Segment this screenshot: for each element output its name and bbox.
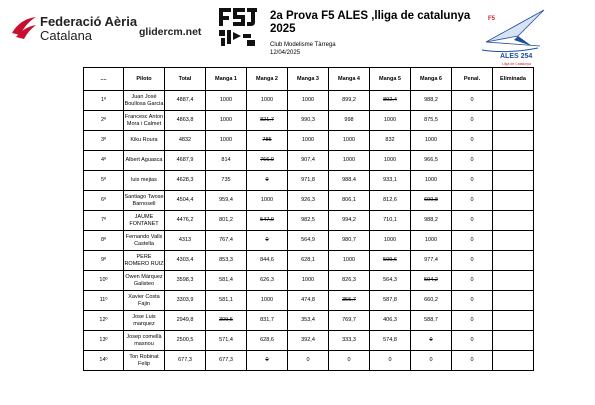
- event-info: [270, 42, 336, 57]
- round-score-cell: 907,4: [288, 151, 329, 171]
- eliminated-cell: [493, 191, 534, 211]
- round-score-cell: 853,3: [206, 251, 247, 271]
- position-cell: 9º: [84, 251, 124, 271]
- event-date: 12/04/2025: [270, 49, 301, 56]
- round-score-cell: 806,1: [329, 191, 370, 211]
- pilot-cell: Kiku Roura: [124, 131, 165, 151]
- round-score-cell: 355,7: [329, 291, 370, 311]
- pilot-cell: Juan José Boullosa Garcia: [124, 91, 165, 111]
- round-score-cell: 988,4: [329, 171, 370, 191]
- round-score-cell: 1000: [206, 91, 247, 111]
- round-score-cell: 844,6: [247, 251, 288, 271]
- round-score-cell: 1000: [370, 231, 411, 251]
- table-row: [84, 291, 534, 311]
- column-header: Penal.: [452, 68, 493, 91]
- total-cell: 4313: [165, 231, 206, 251]
- pilot-cell: luis mejias: [124, 171, 165, 191]
- column-header: Manga 2: [247, 68, 288, 91]
- round-score-cell: 509,6: [370, 251, 411, 271]
- penalty-cell: 0: [452, 191, 493, 211]
- eliminated-cell: [493, 91, 534, 111]
- round-score-cell: 588,7: [411, 311, 452, 331]
- column-header: Manga 3: [288, 68, 329, 91]
- table-row: [84, 131, 534, 151]
- position-cell: 5º: [84, 171, 124, 191]
- round-score-cell: 892,4: [370, 91, 411, 111]
- round-score-cell: 628,1: [288, 251, 329, 271]
- penalty-cell: 0: [452, 271, 493, 291]
- column-header: ....: [84, 68, 124, 91]
- total-cell: 2500,5: [165, 331, 206, 351]
- federation-wing-icon: [10, 13, 40, 43]
- round-score-cell: 990,3: [288, 111, 329, 131]
- total-cell: 4887,4: [165, 91, 206, 111]
- round-score-cell: 966,5: [411, 151, 452, 171]
- round-score-cell: 1000: [370, 151, 411, 171]
- position-cell: 1º: [84, 91, 124, 111]
- round-score-cell: 474,8: [288, 291, 329, 311]
- round-score-cell: 977,4: [411, 251, 452, 271]
- page-title: [270, 10, 470, 36]
- eliminated-cell: [493, 331, 534, 351]
- table-row: [84, 211, 534, 231]
- penalty-cell: 0: [452, 211, 493, 231]
- pilot-cell: Josep comellà masnou: [124, 331, 165, 351]
- round-score-cell: 574,8: [370, 331, 411, 351]
- position-cell: 10º: [84, 271, 124, 291]
- table-row: [84, 351, 534, 371]
- round-score-cell: 581,1: [206, 291, 247, 311]
- eliminated-cell: [493, 271, 534, 291]
- results-body: [84, 91, 534, 371]
- round-score-cell: 1000: [247, 291, 288, 311]
- total-cell: 4476,2: [165, 211, 206, 231]
- table-row: [84, 191, 534, 211]
- eliminated-cell: [493, 311, 534, 331]
- table-header-row: [84, 68, 534, 91]
- round-score-cell: 581,4: [206, 271, 247, 291]
- svg-text:F5: F5: [488, 16, 496, 22]
- penalty-cell: 0: [452, 171, 493, 191]
- round-score-cell: 998: [329, 111, 370, 131]
- table-row: [84, 91, 534, 111]
- pilot-cell: Jose Luis marquez: [124, 311, 165, 331]
- penalty-cell: 0: [452, 231, 493, 251]
- title-line1: 2a Prova F5 ALES ,lliga de catalunya: [270, 10, 471, 22]
- total-cell: 4504,4: [165, 191, 206, 211]
- position-cell: 8º: [84, 231, 124, 251]
- pilot-cell: Albert Aguasca: [124, 151, 165, 171]
- round-score-cell: 1000: [329, 151, 370, 171]
- round-score-cell: 660,2: [411, 291, 452, 311]
- round-score-cell: 1000: [329, 251, 370, 271]
- round-score-cell: 1000: [411, 131, 452, 151]
- pilot-cell: Xavier Costa Fajin: [124, 291, 165, 311]
- round-score-cell: 1000: [247, 191, 288, 211]
- round-score-cell: 0: [329, 351, 370, 371]
- round-score-cell: 0: [247, 231, 288, 251]
- round-score-cell: 1000: [288, 271, 329, 291]
- round-score-cell: 1000: [288, 91, 329, 111]
- table-row: [84, 251, 534, 271]
- round-score-cell: 899,2: [329, 91, 370, 111]
- column-header: Piloto: [124, 68, 165, 91]
- round-score-cell: 564,9: [288, 231, 329, 251]
- round-score-cell: 1000: [288, 131, 329, 151]
- round-score-cell: 812,6: [370, 191, 411, 211]
- eliminated-cell: [493, 111, 534, 131]
- total-cell: 4628,3: [165, 171, 206, 191]
- total-cell: 4863,8: [165, 111, 206, 131]
- round-score-cell: 571,4: [206, 331, 247, 351]
- round-score-cell: 1000: [411, 171, 452, 191]
- eliminated-cell: [493, 251, 534, 271]
- round-score-cell: 875,5: [411, 111, 452, 131]
- position-cell: 14º: [84, 351, 124, 371]
- pilot-cell: Fernando Valls Castella: [124, 231, 165, 251]
- penalty-cell: 0: [452, 91, 493, 111]
- round-score-cell: 587,8: [370, 291, 411, 311]
- table-row: [84, 331, 534, 351]
- round-score-cell: 0: [247, 171, 288, 191]
- eliminated-cell: [493, 151, 534, 171]
- table-row: [84, 171, 534, 191]
- round-score-cell: 0: [288, 351, 329, 371]
- total-cell: 4687,9: [165, 151, 206, 171]
- position-cell: 11º: [84, 291, 124, 311]
- round-score-cell: 1000: [206, 131, 247, 151]
- total-cell: 677,3: [165, 351, 206, 371]
- round-score-cell: 0: [411, 331, 452, 351]
- round-score-cell: 690,8: [411, 191, 452, 211]
- column-header: Total: [165, 68, 206, 91]
- round-score-cell: 1000: [206, 111, 247, 131]
- round-score-cell: 547,9: [247, 211, 288, 231]
- round-score-cell: 831,7: [247, 311, 288, 331]
- round-score-cell: 814: [206, 151, 247, 171]
- table-row: [84, 271, 534, 291]
- penalty-cell: 0: [452, 291, 493, 311]
- round-score-cell: 933,1: [370, 171, 411, 191]
- round-score-cell: 735: [206, 171, 247, 191]
- round-score-cell: 628,6: [247, 331, 288, 351]
- federation-logo: [10, 13, 138, 45]
- position-cell: 4º: [84, 151, 124, 171]
- round-score-cell: 406,3: [370, 311, 411, 331]
- round-score-cell: 1000: [411, 231, 452, 251]
- penalty-cell: 0: [452, 151, 493, 171]
- position-cell: 6º: [84, 191, 124, 211]
- ales-logo-icon: [478, 6, 548, 68]
- round-score-cell: 832: [370, 131, 411, 151]
- column-header: Manga 4: [329, 68, 370, 91]
- total-cell: 2949,8: [165, 311, 206, 331]
- round-score-cell: 392,4: [288, 331, 329, 351]
- total-cell: 4832: [165, 131, 206, 151]
- round-score-cell: 988,2: [411, 211, 452, 231]
- position-cell: 13º: [84, 331, 124, 351]
- pilot-cell: Francesc Anton Mora i Calmet: [124, 111, 165, 131]
- pilot-cell: JAUME FONTANET: [124, 211, 165, 231]
- round-score-cell: 971,8: [288, 171, 329, 191]
- eliminated-cell: [493, 171, 534, 191]
- round-score-cell: 767,4: [206, 231, 247, 251]
- federation-name-line1: Federació Aèria: [40, 14, 138, 29]
- column-header: Manga 6: [411, 68, 452, 91]
- column-header: Eliminada: [493, 68, 534, 91]
- total-cell: 4303,4: [165, 251, 206, 271]
- column-header: Manga 5: [370, 68, 411, 91]
- svg-text:ALES 254: ALES 254: [500, 53, 533, 60]
- table-row: [84, 231, 534, 251]
- penalty-cell: 0: [452, 331, 493, 351]
- penalty-cell: 0: [452, 351, 493, 371]
- round-score-cell: 982,5: [288, 211, 329, 231]
- round-score-cell: 0: [247, 351, 288, 371]
- round-score-cell: 959,4: [206, 191, 247, 211]
- table-row: [84, 311, 534, 331]
- round-score-cell: 353,4: [288, 311, 329, 331]
- round-score-cell: 766,9: [247, 151, 288, 171]
- pilot-cell: Owen Márquez Galisteo: [124, 271, 165, 291]
- title-line2: 2025: [270, 23, 296, 35]
- penalty-cell: 0: [452, 311, 493, 331]
- round-score-cell: 677,3: [206, 351, 247, 371]
- pilot-cell: Ton Robinat Felip: [124, 351, 165, 371]
- column-header: Manga 1: [206, 68, 247, 91]
- round-score-cell: 1000: [247, 91, 288, 111]
- position-cell: 3º: [84, 131, 124, 151]
- svg-text:Lliga de Catalunya: Lliga de Catalunya: [502, 62, 531, 66]
- pilot-cell: Santiago Twose Barnosell: [124, 191, 165, 211]
- f5j-logo-icon: [217, 6, 259, 48]
- total-cell: 3303,9: [165, 291, 206, 311]
- pilot-cell: PERE ROMERO RUIZ: [124, 251, 165, 271]
- position-cell: 2º: [84, 111, 124, 131]
- round-score-cell: 785: [247, 131, 288, 151]
- round-score-cell: 801,2: [206, 211, 247, 231]
- penalty-cell: 0: [452, 131, 493, 151]
- round-score-cell: 994,2: [329, 211, 370, 231]
- eliminated-cell: [493, 231, 534, 251]
- round-score-cell: 0: [370, 351, 411, 371]
- federation-name-line2: Catalana: [40, 28, 93, 43]
- round-score-cell: 926,3: [288, 191, 329, 211]
- eliminated-cell: [493, 131, 534, 151]
- round-score-cell: 1000: [370, 111, 411, 131]
- club-name: Club Modelisme Tàrrega: [270, 42, 336, 48]
- round-score-cell: 309,5: [206, 311, 247, 331]
- round-score-cell: 564,3: [370, 271, 411, 291]
- table-row: [84, 111, 534, 131]
- eliminated-cell: [493, 211, 534, 231]
- position-cell: 7º: [84, 211, 124, 231]
- total-cell: 3598,3: [165, 271, 206, 291]
- round-score-cell: 1000: [329, 131, 370, 151]
- eliminated-cell: [493, 291, 534, 311]
- round-score-cell: 333,3: [329, 331, 370, 351]
- eliminated-cell: [493, 351, 534, 371]
- round-score-cell: 626,3: [247, 271, 288, 291]
- round-score-cell: 821,7: [247, 111, 288, 131]
- round-score-cell: 710,1: [370, 211, 411, 231]
- round-score-cell: 504,2: [411, 271, 452, 291]
- round-score-cell: 980,7: [329, 231, 370, 251]
- table-row: [84, 151, 534, 171]
- website-link[interactable]: glidercm.net: [139, 26, 202, 38]
- round-score-cell: 769,7: [329, 311, 370, 331]
- penalty-cell: 0: [452, 251, 493, 271]
- position-cell: 12º: [84, 311, 124, 331]
- round-score-cell: 826,3: [329, 271, 370, 291]
- round-score-cell: 0: [411, 351, 452, 371]
- penalty-cell: 0: [452, 111, 493, 131]
- results-table: [83, 67, 534, 371]
- round-score-cell: 988,2: [411, 91, 452, 111]
